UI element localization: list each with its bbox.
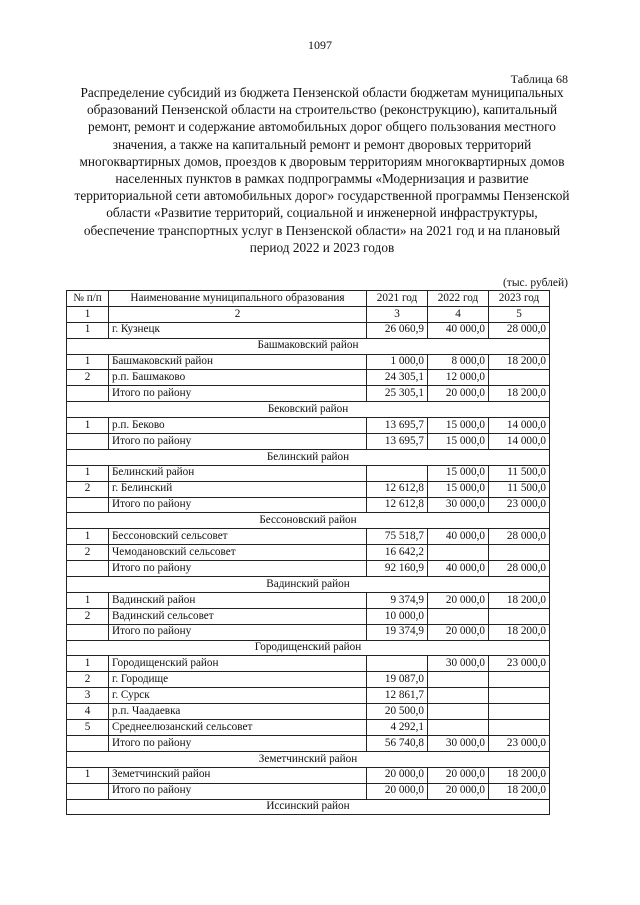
value-2022: 15 000,0 xyxy=(428,465,489,481)
value-2021: 12 861,7 xyxy=(367,688,428,704)
value-2021: 9 374,9 xyxy=(367,592,428,608)
value-2021: 19 087,0 xyxy=(367,672,428,688)
value-2021: 10 000,0 xyxy=(367,608,428,624)
total-row xyxy=(67,386,550,402)
row-number xyxy=(67,561,109,577)
value-2022: 8 000,0 xyxy=(428,354,489,370)
value-2023 xyxy=(489,688,550,704)
value-2021: 20 000,0 xyxy=(367,783,428,799)
value-2022: 20 000,0 xyxy=(428,386,489,402)
column-number: 3 xyxy=(367,306,428,322)
row-number xyxy=(67,434,109,450)
municipality-name: Итого по району xyxy=(109,561,367,577)
municipality-name: г. Городище xyxy=(109,672,367,688)
total-row xyxy=(67,434,550,450)
header-name: Наименование муниципального образования xyxy=(109,291,367,307)
value-2022: 40 000,0 xyxy=(428,561,489,577)
district-name: Вадинский район xyxy=(67,577,550,593)
column-number: 5 xyxy=(489,306,550,322)
district-name: Иссинский район xyxy=(67,799,550,815)
municipality-name: Белинский район xyxy=(109,465,367,481)
value-2022: 30 000,0 xyxy=(428,497,489,513)
value-2021 xyxy=(367,465,428,481)
value-2022: 20 000,0 xyxy=(428,592,489,608)
municipality-name: Итого по району xyxy=(109,434,367,450)
value-2022: 15 000,0 xyxy=(428,481,489,497)
value-2023: 23 000,0 xyxy=(489,497,550,513)
district-header-row xyxy=(67,402,550,418)
value-2021: 13 695,7 xyxy=(367,434,428,450)
table-row xyxy=(67,481,550,497)
municipality-name: Итого по району xyxy=(109,783,367,799)
value-2021 xyxy=(367,656,428,672)
table-header xyxy=(67,291,550,323)
district-header-row xyxy=(67,449,550,465)
value-2022: 20 000,0 xyxy=(428,767,489,783)
municipality-name: Чемодановский сельсовет xyxy=(109,545,367,561)
row-number: 2 xyxy=(67,608,109,624)
district-name: Бековский район xyxy=(67,402,550,418)
value-2022: 20 000,0 xyxy=(428,624,489,640)
value-2023 xyxy=(489,720,550,736)
row-number: 4 xyxy=(67,704,109,720)
row-number xyxy=(67,386,109,402)
district-header-row xyxy=(67,640,550,656)
municipality-name: Вадинский сельсовет xyxy=(109,608,367,624)
table-row xyxy=(67,592,550,608)
value-2023: 23 000,0 xyxy=(489,656,550,672)
value-2022: 30 000,0 xyxy=(428,656,489,672)
value-2023: 14 000,0 xyxy=(489,434,550,450)
row-number: 2 xyxy=(67,545,109,561)
district-header-row xyxy=(67,513,550,529)
district-header-row xyxy=(67,751,550,767)
municipality-name: г. Сурск xyxy=(109,688,367,704)
value-2023: 18 200,0 xyxy=(489,592,550,608)
value-2023: 14 000,0 xyxy=(489,418,550,434)
municipality-name: р.п. Башмаково xyxy=(109,370,367,386)
row-number: 1 xyxy=(67,529,109,545)
row-number: 1 xyxy=(67,592,109,608)
value-2022: 15 000,0 xyxy=(428,434,489,450)
municipality-name: Бессоновский сельсовет xyxy=(109,529,367,545)
value-2023 xyxy=(489,704,550,720)
district-name: Земетчинский район xyxy=(67,751,550,767)
value-2022: 40 000,0 xyxy=(428,322,489,338)
value-2023 xyxy=(489,672,550,688)
value-2021: 13 695,7 xyxy=(367,418,428,434)
header-num: № п/п xyxy=(67,291,109,307)
table-row xyxy=(67,608,550,624)
value-2023: 23 000,0 xyxy=(489,735,550,751)
value-2021: 12 612,8 xyxy=(367,481,428,497)
header-row xyxy=(67,291,550,307)
total-row xyxy=(67,624,550,640)
value-2021: 75 518,7 xyxy=(367,529,428,545)
row-number: 1 xyxy=(67,418,109,434)
municipality-name: Итого по району xyxy=(109,735,367,751)
value-2022 xyxy=(428,720,489,736)
header-2021: 2021 год xyxy=(367,291,428,307)
value-2023: 28 000,0 xyxy=(489,529,550,545)
value-2021: 16 642,2 xyxy=(367,545,428,561)
table-row xyxy=(67,704,550,720)
row-number: 1 xyxy=(67,465,109,481)
total-row xyxy=(67,561,550,577)
column-number: 2 xyxy=(109,306,367,322)
municipality-name: г. Кузнецк xyxy=(109,322,367,338)
header-2022: 2022 год xyxy=(428,291,489,307)
value-2021: 24 305,1 xyxy=(367,370,428,386)
table-row xyxy=(67,656,550,672)
row-number: 1 xyxy=(67,767,109,783)
value-2021: 20 500,0 xyxy=(367,704,428,720)
value-2023: 11 500,0 xyxy=(489,465,550,481)
table-body xyxy=(67,322,550,815)
value-2021: 12 612,8 xyxy=(367,497,428,513)
value-2021: 26 060,9 xyxy=(367,322,428,338)
value-2022: 30 000,0 xyxy=(428,735,489,751)
municipality-name: Башмаковский район xyxy=(109,354,367,370)
row-number: 2 xyxy=(67,672,109,688)
municipality-name: р.п. Чаадаевка xyxy=(109,704,367,720)
table-label: Таблица 68 xyxy=(510,72,568,86)
header-2023: 2023 год xyxy=(489,291,550,307)
value-2023 xyxy=(489,545,550,561)
total-row xyxy=(67,735,550,751)
table-row xyxy=(67,370,550,386)
row-number: 2 xyxy=(67,481,109,497)
value-2023 xyxy=(489,608,550,624)
value-2021: 25 305,1 xyxy=(367,386,428,402)
table-row xyxy=(67,322,550,338)
row-number xyxy=(67,624,109,640)
row-number: 1 xyxy=(67,656,109,672)
table-row xyxy=(67,688,550,704)
municipality-name: г. Белинский xyxy=(109,481,367,497)
value-2023: 28 000,0 xyxy=(489,561,550,577)
table-row xyxy=(67,672,550,688)
district-name: Городищенский район xyxy=(67,640,550,656)
value-2021: 92 160,9 xyxy=(367,561,428,577)
district-name: Башмаковский район xyxy=(67,338,550,354)
value-2023: 18 200,0 xyxy=(489,783,550,799)
municipality-name: Итого по району xyxy=(109,386,367,402)
row-number xyxy=(67,783,109,799)
value-2022: 40 000,0 xyxy=(428,529,489,545)
total-row xyxy=(67,497,550,513)
value-2023: 18 200,0 xyxy=(489,354,550,370)
value-2023: 18 200,0 xyxy=(489,767,550,783)
row-number: 2 xyxy=(67,370,109,386)
value-2022 xyxy=(428,672,489,688)
table-row xyxy=(67,767,550,783)
district-name: Белинский район xyxy=(67,449,550,465)
value-2021: 56 740,8 xyxy=(367,735,428,751)
subsidy-table xyxy=(66,290,550,815)
value-2022: 12 000,0 xyxy=(428,370,489,386)
row-number: 5 xyxy=(67,720,109,736)
district-header-row xyxy=(67,799,550,815)
table-row xyxy=(67,545,550,561)
row-number: 1 xyxy=(67,322,109,338)
municipality-name: Итого по району xyxy=(109,497,367,513)
value-2021: 1 000,0 xyxy=(367,354,428,370)
row-number: 1 xyxy=(67,354,109,370)
table-row xyxy=(67,529,550,545)
row-number: 3 xyxy=(67,688,109,704)
table-row xyxy=(67,418,550,434)
value-2022 xyxy=(428,545,489,561)
value-2022 xyxy=(428,704,489,720)
district-header-row xyxy=(67,577,550,593)
row-number xyxy=(67,497,109,513)
municipality-name: Городищенский район xyxy=(109,656,367,672)
value-2021: 4 292,1 xyxy=(367,720,428,736)
value-2022 xyxy=(428,688,489,704)
table-row xyxy=(67,465,550,481)
municipality-name: Вадинский район xyxy=(109,592,367,608)
municipality-name: Среднеелюзанский сельсовет xyxy=(109,720,367,736)
value-2023: 28 000,0 xyxy=(489,322,550,338)
value-2023 xyxy=(489,370,550,386)
value-2021: 19 374,9 xyxy=(367,624,428,640)
document-title: Распределение субсидий из бюджета Пензенской области бюджетам муниципальных образований Пензенской области на строительство (реконструкцию), капитальный ремонт, ремонт и содержание автомобильных дорог общего пользования местного значения, а также на капитальный ремонт и ремонт дворовых территорий многоквартирных домов, проездов к дворовым территориям многоквартирных домов населенных пунктов в рамках подпрограммы «Модернизация и развитие территориальной сети автомобильных дорог» государственной программы Пензенской области «Развитие территорий, социальной и инженерной инфраструктуры, обеспечение транспортных услуг в Пензенской области» на 2021 год и на плановый период 2022 и 2023 годов xyxy=(74,85,570,255)
municipality-name: Земетчинский район xyxy=(109,767,367,783)
total-row xyxy=(67,783,550,799)
municipality-name: р.п. Беково xyxy=(109,418,367,434)
value-2022 xyxy=(428,608,489,624)
value-2021: 20 000,0 xyxy=(367,767,428,783)
value-2022: 15 000,0 xyxy=(428,418,489,434)
value-2022: 20 000,0 xyxy=(428,783,489,799)
units-label: (тыс. рублей) xyxy=(502,277,568,289)
value-2023: 18 200,0 xyxy=(489,624,550,640)
municipality-name: Итого по району xyxy=(109,624,367,640)
table-row xyxy=(67,720,550,736)
page-number: 1097 xyxy=(308,38,332,52)
district-name: Бессоновский район xyxy=(67,513,550,529)
value-2023: 18 200,0 xyxy=(489,386,550,402)
value-2023: 11 500,0 xyxy=(489,481,550,497)
column-number: 4 xyxy=(428,306,489,322)
district-header-row xyxy=(67,338,550,354)
row-number xyxy=(67,735,109,751)
column-number: 1 xyxy=(67,306,109,322)
column-number-row xyxy=(67,306,550,322)
table-row xyxy=(67,354,550,370)
